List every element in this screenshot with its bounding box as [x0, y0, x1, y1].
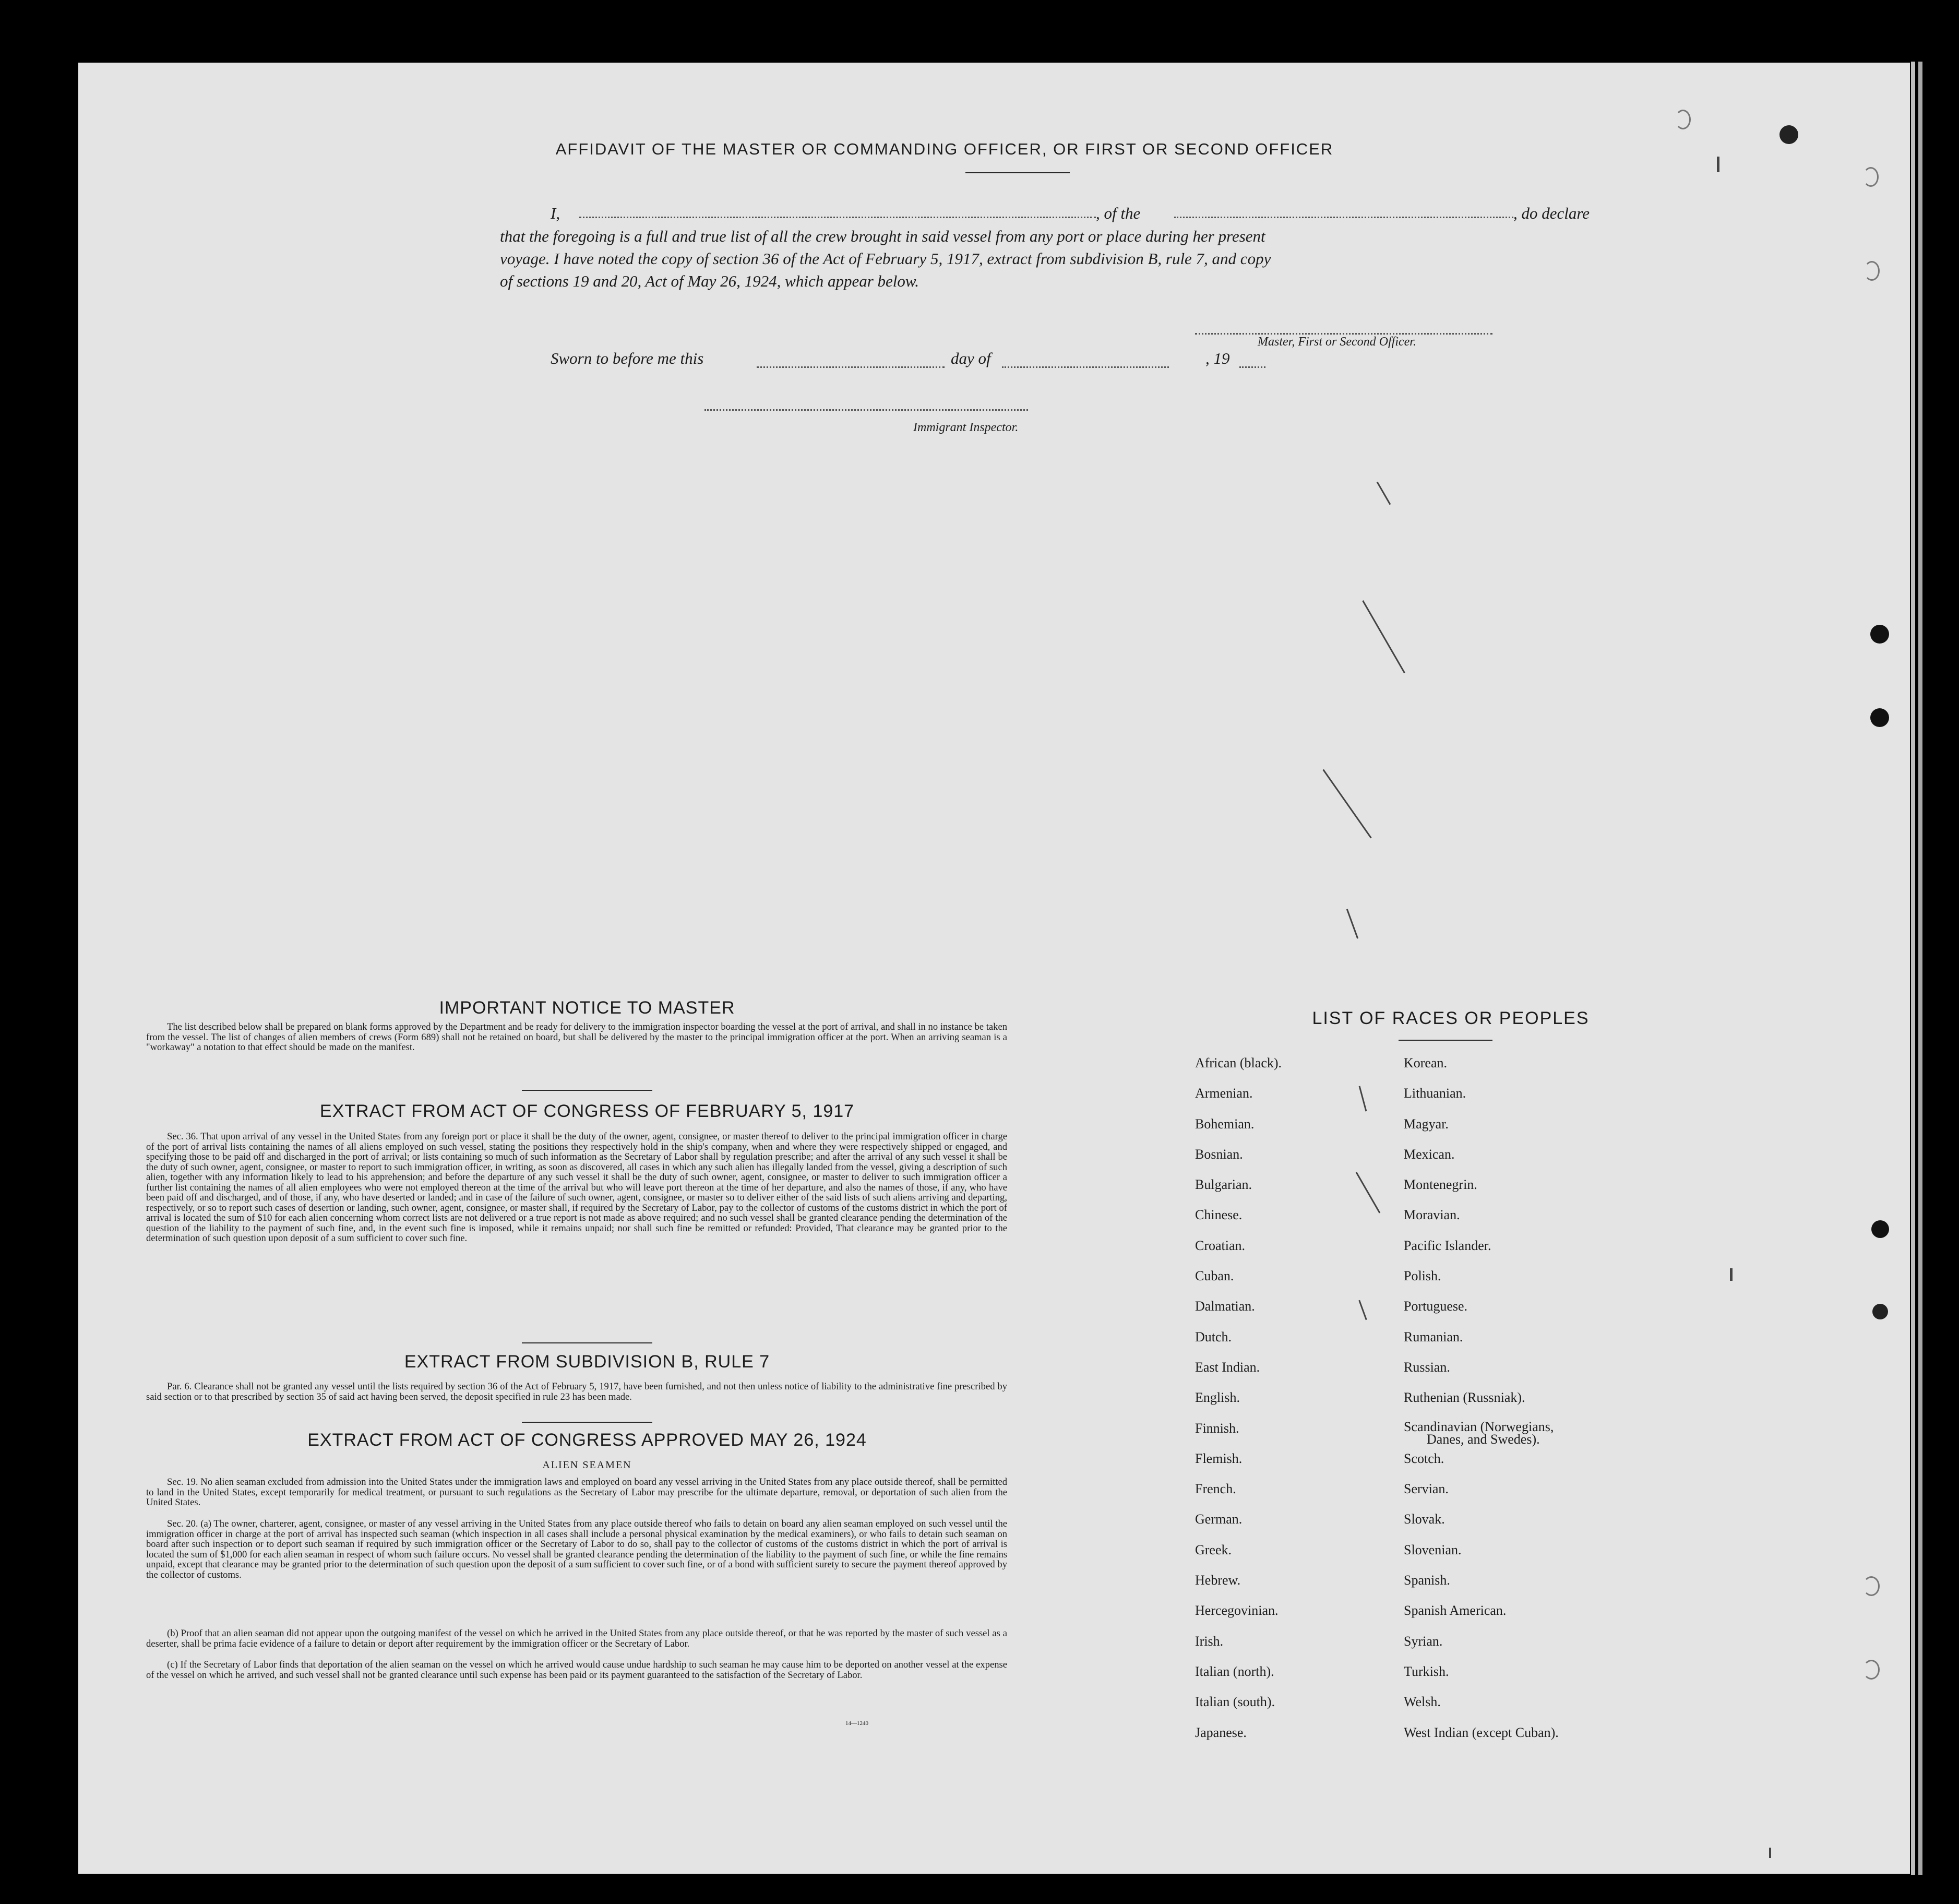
punch-hole: [1872, 1304, 1888, 1319]
race-item: Portuguese.: [1404, 1299, 1468, 1314]
section-divider: [522, 1342, 652, 1343]
race-item: Hebrew.: [1195, 1573, 1241, 1588]
race-item: West Indian (except Cuban).: [1404, 1724, 1559, 1740]
sworn-label: Sworn to before me this: [551, 349, 704, 367]
month-blank: [1002, 366, 1169, 368]
section-divider: [522, 1090, 652, 1091]
race-item: English.: [1195, 1390, 1240, 1406]
sec20c-text: (c) If the Secretary of Labor finds that deportation of the alien seaman on the vessel on which he arrived would cause undue hardship to such seaman he may cause him to be deported on another vessel at the expense of the vessel on which he arrived, and such vessel shall not be granted clearance until such expense has been paid or its payment guaranteed to the satisfaction of the Secretary of Labor.: [146, 1659, 1007, 1681]
title-underline: [965, 172, 1070, 173]
race-item: Welsh.: [1404, 1694, 1441, 1710]
race-item: East Indian.: [1195, 1359, 1260, 1375]
race-item: Bosnian.: [1195, 1146, 1243, 1162]
race-item: Mexican.: [1404, 1146, 1455, 1162]
race-item: Moravian.: [1404, 1207, 1460, 1223]
race-item: Finnish.: [1195, 1420, 1239, 1436]
punch-hole: [1870, 625, 1889, 644]
extract-1924-title: EXTRACT FROM ACT OF CONGRESS APPROVED MAY 26, 1924: [307, 1430, 867, 1450]
page-edge-shadow: [1911, 62, 1915, 1875]
affidavit-line4: of sections 19 and 20, Act of May 26, 1924, which appear below.: [500, 272, 919, 290]
punch-hole: [1864, 261, 1880, 281]
race-item: Lithuanian.: [1404, 1086, 1466, 1101]
scan-mark: [1717, 157, 1719, 172]
punch-hole: [1871, 1220, 1889, 1238]
affidavit-i: I,: [551, 204, 560, 222]
race-item: Pacific Islander.: [1404, 1237, 1491, 1253]
races-title-underline: [1399, 1040, 1492, 1041]
notice-text: The list described below shall be prepared on blank forms approved by the Department and be ready for delivery to the immigration inspector boarding the vessel at the port of arrival, and shall in no instance be taken from the vessel. The list of changes of alien members of crews (Form 689) shall not be retained on board, but shall be delivered by the master to the principal immigration officer at the port. When an arriving seaman is a "workaway" a notation to that effect should be made on the manifest.: [146, 1021, 1007, 1053]
extract-1917-text: Sec. 36. That upon arrival of any vessel in the United States from any foreign port or place it shall be the duty of the owner, agent, consignee, or master thereof to deliver to the principal immigration officer in charge of the port of arrival lists containing the names of all aliens employed on such vessel, stating the positions they respectively hold in the ship's company, when and where they were respectively shipped or engaged, and specifying those to be paid off and discharged in the port of arrival; or lists containing so much of such information as the Secretary of Labor shall by regulation prescribe; and after the arrival of any such vessel it shall be the duty of such owner, agent, consignee, or master to report to such immigration officer, in writing, as soon as discovered, all cases in which any such alien has illegally landed from the vessel, giving a description of such alien, together with any information likely to lead to his apprehension; and before the departure of any such vessel it shall be the duty of such owner, agent, consignee, or master to deliver to such immigration officer a further list containing the names of all alien employees who were not employed thereon at the time of the arrival but who will leave port thereon at the time of her departure, and also the names of those, if any, who have been paid off and discharged, and of those, if any, who have deserted or landed; and in case of the failure of such owner, agent, consignee, or master so to deliver either of the said lists of such aliens arriving and departing, respectively, or so to report such cases of desertion or landing, such owner, agent, consignee, or master shall, if required by the Secretary of Labor, pay to the collector of customs of the customs district in which the port of arrival is located the sum of $10 for each alien concerning whom correct lists are not delivered or a true report is not made as above required; and no such vessel shall be granted clearance pending the determination of the question of the liability to the payment of such fine, and, in the event such fine is imposed, while it remains unpaid; nor shall such fine be remitted or refunded: Provided, That clearance may be granted prior to the determination of such question upon deposit of a sum sufficient to cover such fine.: [146, 1131, 1007, 1244]
name-blank: [579, 217, 1096, 218]
affidavit-line2: that the foregoing is a full and true list of all the crew brought in said vessel from any port or place during her present: [500, 227, 1265, 245]
race-item: Japanese.: [1195, 1724, 1247, 1740]
inspector-caption: Immigrant Inspector.: [913, 421, 1019, 434]
rule7-text: Par. 6. Clearance shall not be granted any vessel until the lists required by section 36 of the Act of February 5, 1917, have been furnished, and not then unless notice of liability to the administrative fine prescribed by said section or to that prescribed by section 35 of said act having been served, the deposit specified in rule 23 has been made.: [146, 1381, 1007, 1402]
race-item: Turkish.: [1404, 1663, 1449, 1679]
sec19-text: Sec. 19. No alien seaman excluded from admission into the United States under the immigration laws and employed on board any vessel arriving in the United States from any place outside thereof, shall be permitted to land in the United States, except temporarily for medical treatment, or pursuant to such regulations as the Secretary of Labor may prescribe for the ultimate departure, removal, or deportation of such alien from the United States.: [146, 1477, 1007, 1508]
notice-title: IMPORTANT NOTICE TO MASTER: [439, 998, 735, 1018]
extract-1917-title: EXTRACT FROM ACT OF CONGRESS OF FEBRUARY 5, 1917: [319, 1101, 855, 1121]
affidavit-of-the: , of the: [1096, 204, 1141, 222]
punch-hole: [1863, 167, 1879, 187]
race-item: Rumanian.: [1404, 1329, 1463, 1344]
race-item: Croatian.: [1195, 1237, 1246, 1253]
race-item: Dalmatian.: [1195, 1299, 1255, 1314]
race-item: Cuban.: [1195, 1268, 1234, 1284]
scan-mark: [1362, 600, 1405, 673]
scan-mark: [1346, 909, 1358, 938]
races-title: LIST OF RACES OR PEOPLES: [1312, 1008, 1590, 1028]
scan-mark: [1377, 482, 1391, 505]
affidavit-title: AFFIDAVIT OF THE MASTER OR COMMANDING OFFICER, OR FIRST OR SECOND OFFICER: [555, 140, 1334, 158]
day-of-label: day of: [951, 349, 991, 367]
race-item: Russian.: [1404, 1359, 1450, 1375]
section-divider: [522, 1422, 652, 1423]
race-item: Armenian.: [1195, 1086, 1253, 1101]
punch-hole: [1863, 1660, 1880, 1680]
race-item-continuation: Danes, and Swedes).: [1427, 1431, 1540, 1447]
punch-hole: [1675, 110, 1691, 129]
race-item: Korean.: [1404, 1055, 1448, 1070]
race-item: Chinese.: [1195, 1207, 1243, 1223]
race-item: African (black).: [1195, 1055, 1282, 1070]
race-item: Bohemian.: [1195, 1116, 1255, 1132]
race-item-line: Scandinavian (Norwegians,: [1404, 1419, 1554, 1434]
race-item: Spanish.: [1404, 1573, 1450, 1588]
scan-mark: [1730, 1268, 1733, 1281]
inspector-signature-line: [704, 409, 1028, 411]
affidavit-line1: [551, 203, 560, 224]
race-item: Ruthenian (Russniak).: [1404, 1390, 1525, 1406]
race-item: [1404, 1421, 1696, 1451]
master-signature-line: [1195, 333, 1492, 335]
sec20b-text: (b) Proof that an alien seaman did not appear upon the outgoing manifest of the vessel on which he arrived in the United States from any place outside thereof, or that he was reported by the master of such vessel as a deserter, shall be prima facie evidence of a failure to detain or deport after requirement by the immigration officer or the Secretary of Labor.: [146, 1628, 1007, 1649]
form-number: 14—1240: [845, 1720, 868, 1727]
rule7-title: EXTRACT FROM SUBDIVISION B, RULE 7: [404, 1352, 770, 1372]
year-blank: [1239, 366, 1265, 368]
scan-mark: [1322, 769, 1371, 839]
sworn-day-blank: [757, 366, 945, 368]
punch-hole: [1870, 708, 1889, 727]
document-page: [78, 63, 1910, 1874]
race-item: Bulgarian.: [1195, 1177, 1252, 1193]
race-item: French.: [1195, 1481, 1236, 1497]
race-item: Italian (north).: [1195, 1663, 1274, 1679]
master-caption: Master, First or Second Officer.: [1258, 335, 1416, 349]
race-item: Greek.: [1195, 1542, 1232, 1557]
race-item: Irish.: [1195, 1633, 1224, 1649]
alien-seamen-subtitle: ALIEN SEAMEN: [542, 1459, 632, 1471]
page-edge-shadow: [1918, 62, 1922, 1875]
race-item: Spanish American.: [1404, 1603, 1507, 1619]
race-item: Flemish.: [1195, 1450, 1243, 1466]
race-item: Slovak.: [1404, 1512, 1445, 1527]
race-item: Syrian.: [1404, 1633, 1443, 1649]
races-right-column: [1404, 1055, 1696, 1755]
year-label: , 19: [1205, 349, 1230, 367]
race-item: Hercegovinian.: [1195, 1603, 1279, 1619]
race-item: German.: [1195, 1512, 1243, 1527]
race-item: Montenegrin.: [1404, 1177, 1477, 1193]
vessel-blank: [1174, 217, 1513, 218]
race-item: Polish.: [1404, 1268, 1441, 1284]
affidavit-line3: voyage. I have noted the copy of section 36 of the Act of February 5, 1917, extract from subdivision B, rule 7, and copy: [500, 249, 1271, 268]
race-item: Italian (south).: [1195, 1694, 1275, 1710]
race-item: Slovenian.: [1404, 1542, 1462, 1557]
race-item: Magyar.: [1404, 1116, 1449, 1132]
punch-hole: [1863, 1576, 1880, 1596]
race-item: Dutch.: [1195, 1329, 1232, 1344]
race-item: Servian.: [1404, 1481, 1449, 1497]
sec20a-text: Sec. 20. (a) The owner, charterer, agent, consignee, or master of any vessel arriving in the United States from any place outside thereof who fails to detain on board any alien seaman employed on such vessel until the immigration officer in charge at the port of arrival has inspected such seaman (which inspection in all cases shall include a personal physical examination by the medical examiners), or who fails to detain such seaman on board after such inspection or to deport such seaman if required by such immigration officer or the Secretary of Labor to do so, shall pay to the collector of customs of the customs district in which the port of arrival is located the sum of $1,000 for each alien seaman in respect of whom such failure occurs. No vessel shall be granted clearance pending the determination of the liability to the payment of such fine, or while the fine remains unpaid, except that clearance may be granted prior to the determination of such question upon the deposit of a sum sufficient to cover such fine, or of a bond with sufficient surety to secure the payment thereof approved by the collector of customs.: [146, 1518, 1007, 1580]
punch-hole: [1779, 125, 1798, 144]
affidavit-declare: , do declare: [1513, 204, 1590, 222]
scan-mark: [1769, 1848, 1771, 1858]
race-item: Scotch.: [1404, 1450, 1444, 1466]
